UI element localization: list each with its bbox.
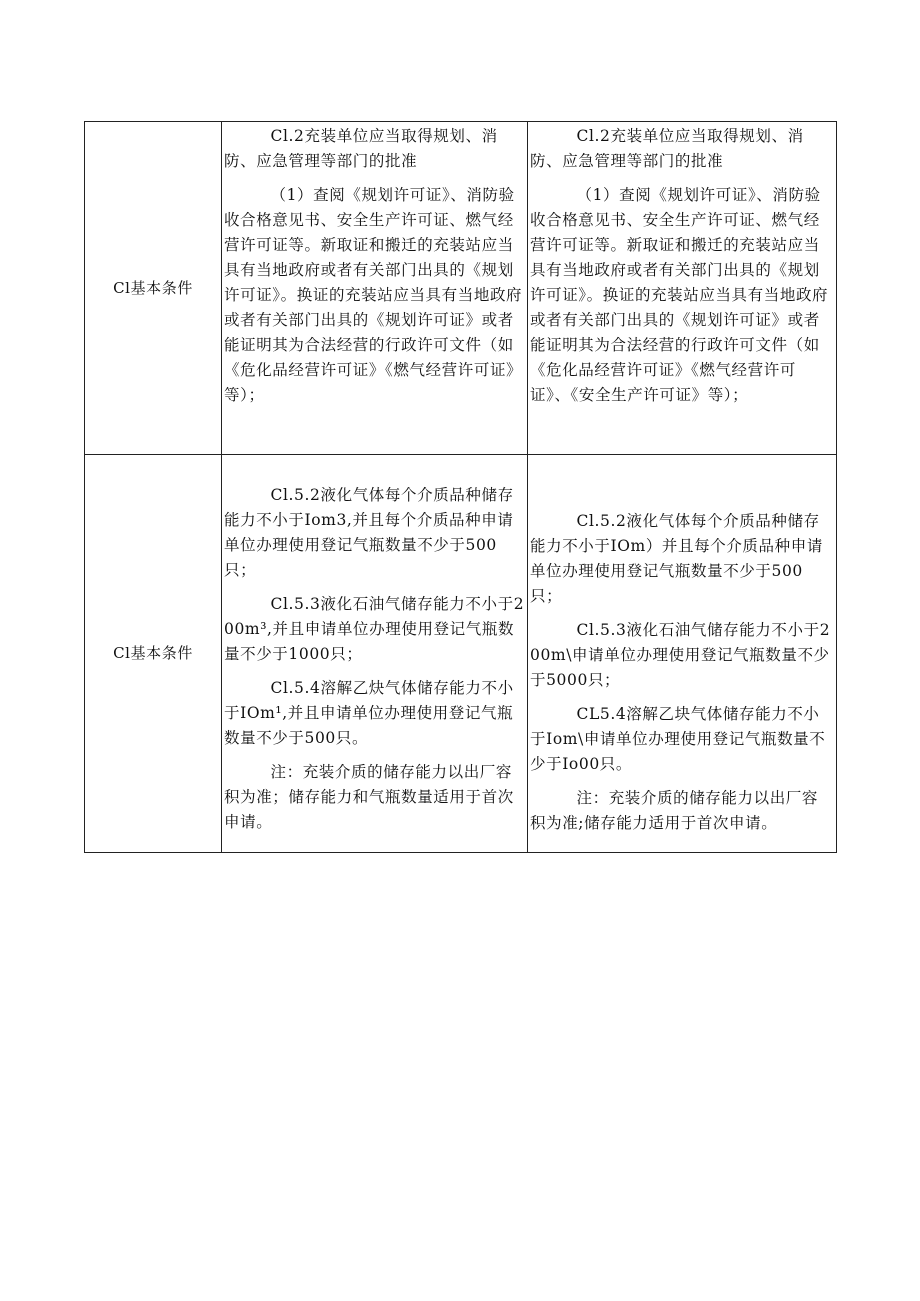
revised-text-cell — [528, 122, 837, 455]
row-label: Cl基本条件 — [85, 455, 222, 853]
paragraph: Cl.5.2液化气体每个介质品种储存能力不小于Iom3,并且每个介质品种申请单位办理使用登记气瓶数量不少于500只； — [224, 486, 514, 579]
paragraph: Cl.2充装单位应当取得规划、消防、应急管理等部门的批准 — [530, 127, 804, 170]
comparison-table — [84, 121, 837, 853]
paragraph: Cl.5.2液化气体每个介质品种储存能力不小于IOm）并且每个介质品种申请单位办理使用登记气瓶数量不少于500只； — [530, 512, 823, 605]
paragraph: CL5.4溶解乙块气体储存能力不小于Iom\申请单位办理使用登记气瓶数量不少于Io00只。 — [530, 705, 826, 773]
table-row — [85, 455, 837, 853]
paragraph: Cl.5.3液化石油气储存能力不小于200m\申请单位办理使用登记气瓶数量不少于5000只； — [530, 621, 831, 689]
paragraph: Cl.2充装单位应当取得规划、消防、应急管理等部门的批准 — [224, 127, 498, 170]
note-paragraph: 注：充装介质的储存能力以出厂容积为准；储存能力和气瓶数量适用于首次申请。 — [224, 763, 514, 831]
paragraph: （1）查阅《规划许可证》、消防验收合格意见书、安全生产许可证、燃气经营许可证等。新取证和搬迁的充装站应当具有当地政府或者有关部门出具的《规划许可证》。换证的充装站应当具有当地政府或者有关部门出具的《规划许可证》或者能证明其为合法经营的行政许可文件（如《危化品经营许可证》《燃气经营许可证》、《安全生产许可证》等）； — [530, 186, 829, 404]
paragraph: Cl.5.4溶解乙炔气体储存能力不小于IOm¹,并且申请单位办理使用登记气瓶数量不少于500只。 — [224, 679, 514, 747]
revised-text-cell — [528, 455, 837, 853]
paragraph: （1）查阅《规划许可证》、消防验收合格意见书、安全生产许可证、燃气经营许可证等。新取证和搬迁的充装站应当具有当地政府或者有关部门出具的《规划许可证》。换证的充装站应当具有当地政府或者有关部门出具的《规划许可证》或者能证明其为合法经营的行政许可文件（如《危化品经营许可证》《燃气经营许可证》等）； — [224, 186, 523, 404]
paragraph: Cl.5.3液化石油气储存能力不小于200m³,并且申请单位办理使用登记气瓶数量不少于1000只； — [224, 595, 525, 663]
table-row — [85, 122, 837, 455]
original-text-cell — [222, 455, 528, 853]
row-label: Cl基本条件 — [85, 122, 222, 455]
original-text-cell — [222, 122, 528, 455]
note-paragraph: 注：充装介质的储存能力以出厂容积为准;储存能力适用于首次申请。 — [530, 789, 819, 832]
